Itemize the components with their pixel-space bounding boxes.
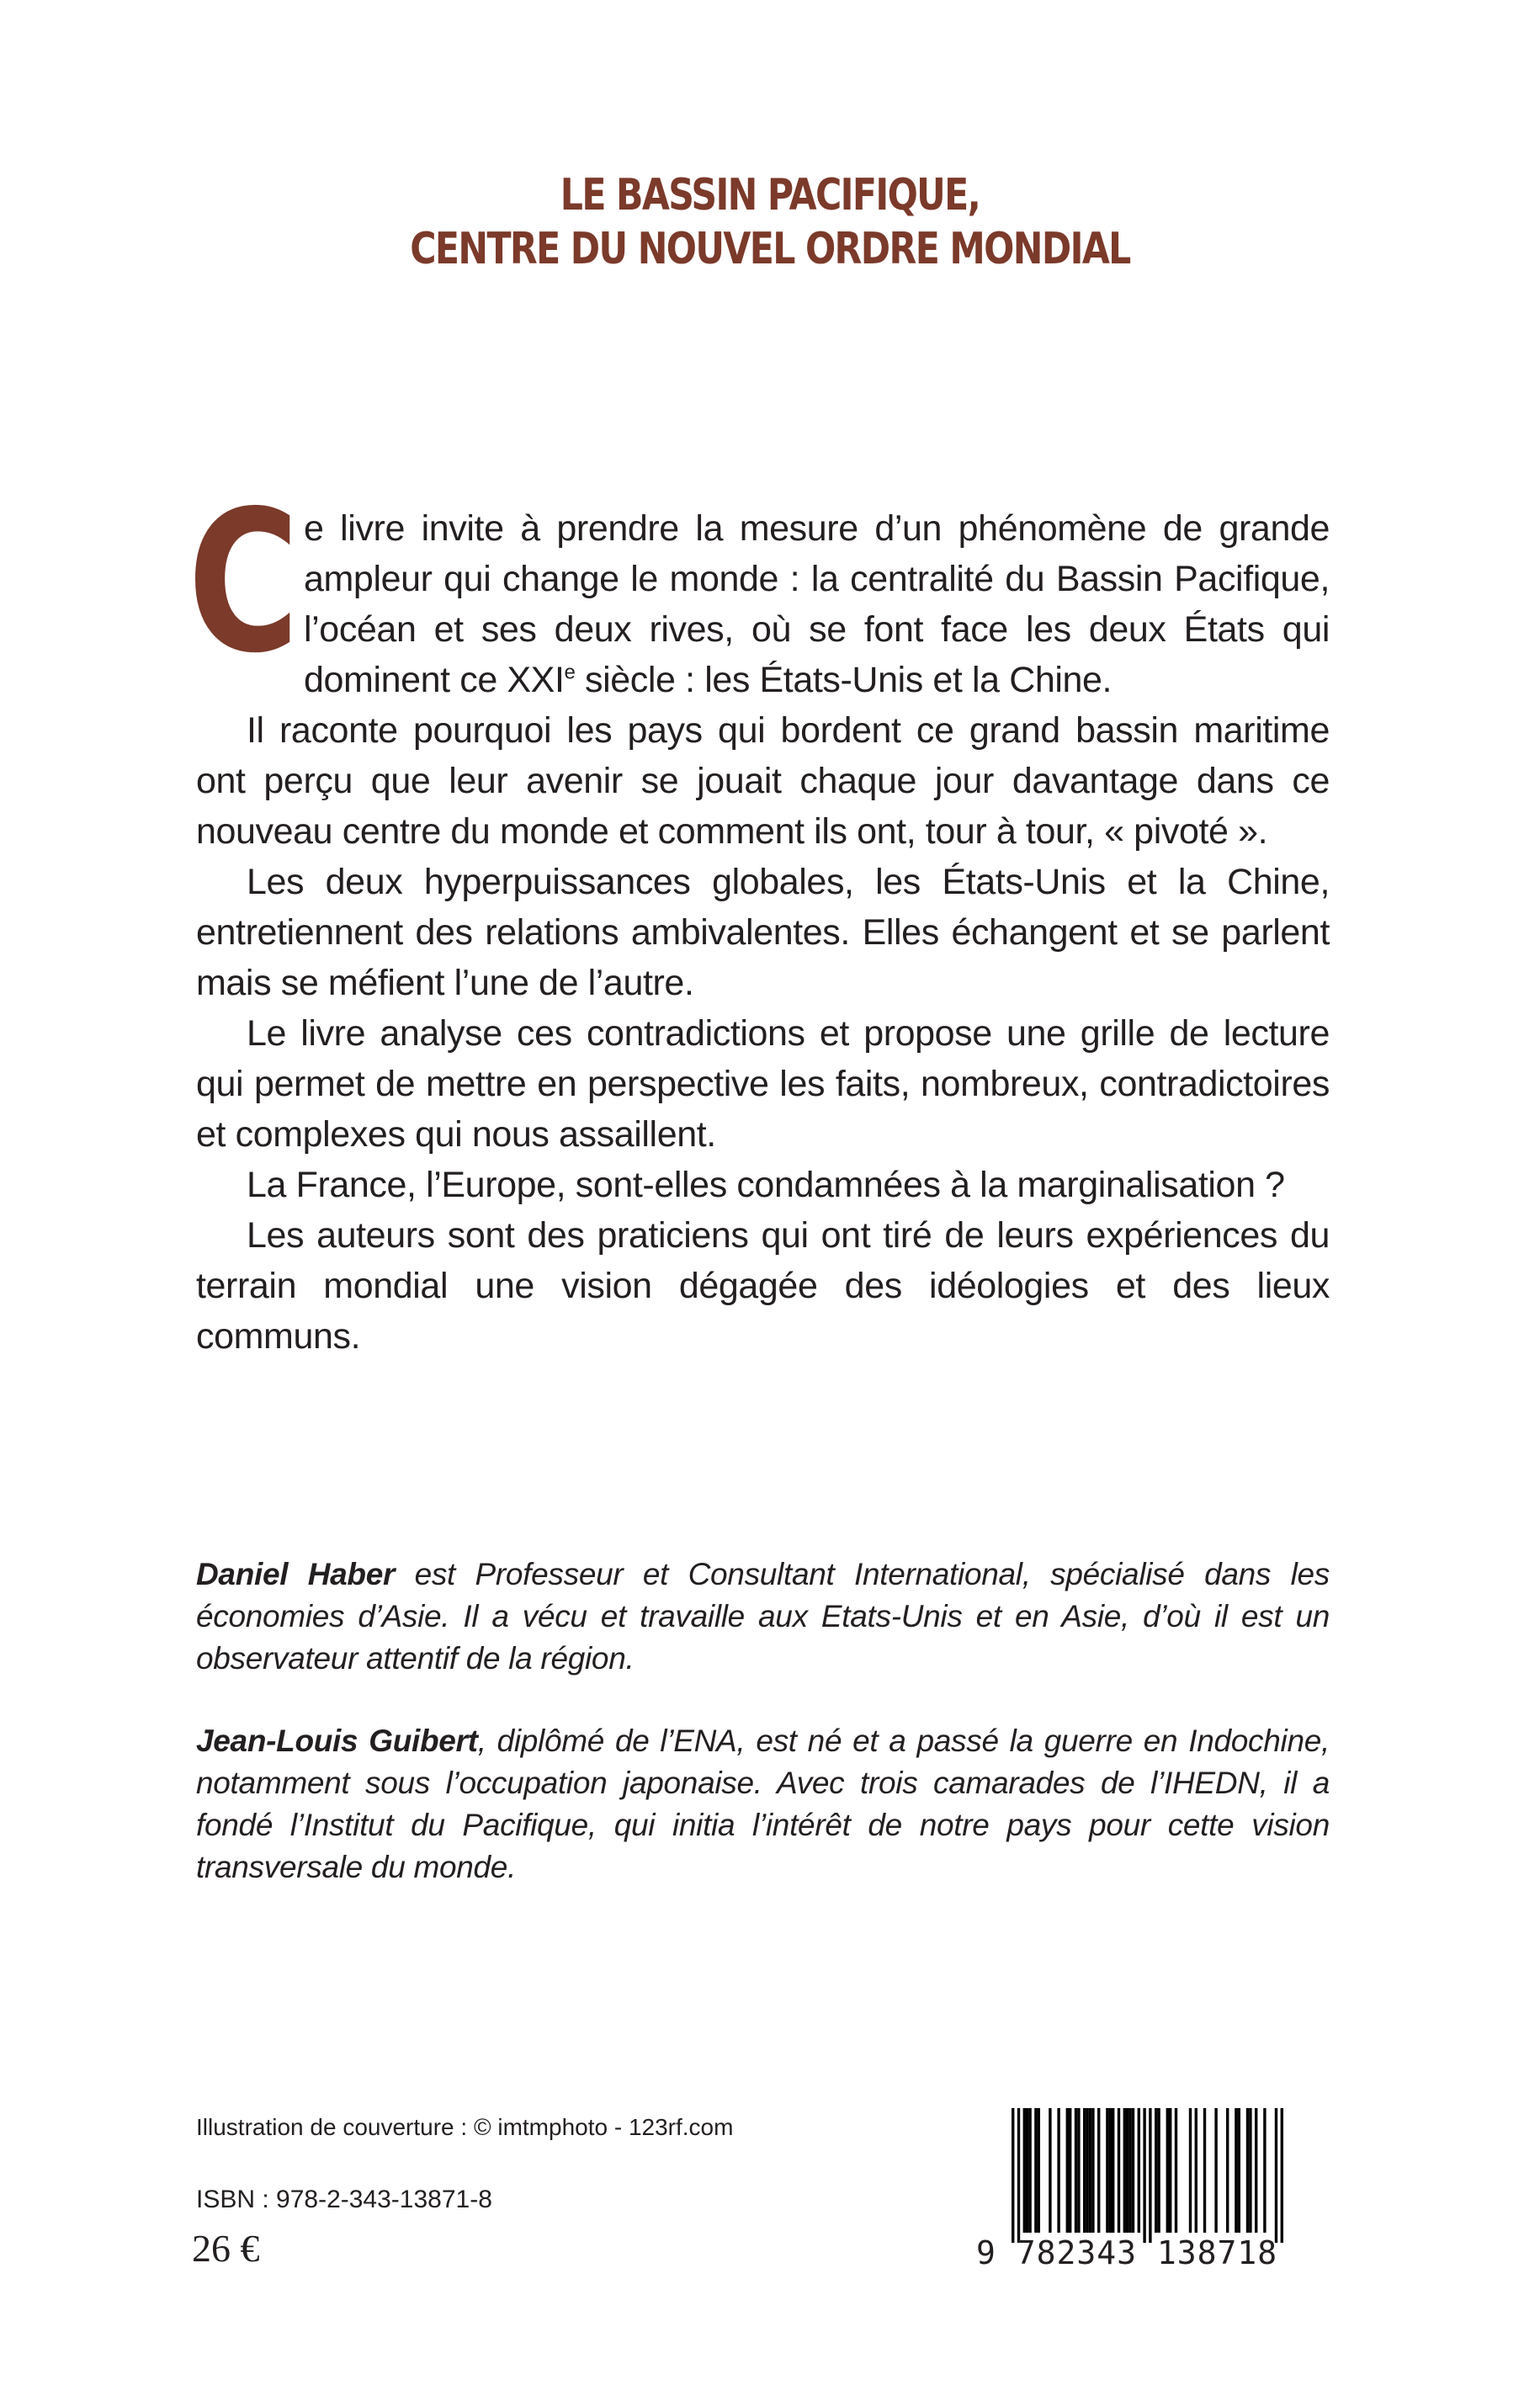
barcode-bar xyxy=(1069,2108,1071,2233)
barcode-bar xyxy=(1157,2108,1160,2233)
barcode-bar xyxy=(1149,2108,1151,2243)
barcode-bar xyxy=(1126,2108,1128,2233)
barcode-bar xyxy=(1281,2108,1283,2243)
barcode-bar xyxy=(1166,2108,1169,2233)
cover-illustration-credit: Illustration de couverture : © imtmphoto - 123rf.com xyxy=(196,2114,734,2140)
barcode-bar xyxy=(1038,2108,1040,2233)
barcode-bar xyxy=(1132,2108,1134,2233)
barcode-bar xyxy=(1086,2108,1088,2233)
author-bio-text: est Professeur et Consultant International, spécialisé dans les économies d’Asie. Il a vécu et travaille aux Etats-Unis et en Asie, d’où il est un observateur attentif de la région. xyxy=(196,1557,1330,1676)
barcode-bar xyxy=(1195,2108,1197,2233)
summary-paragraph-1 xyxy=(188,469,1330,705)
cover-title xyxy=(139,168,1402,276)
barcode-bar xyxy=(1235,2108,1237,2233)
barcode-bar xyxy=(1091,2108,1094,2233)
barcode-bar xyxy=(1169,2108,1171,2233)
barcode-bar xyxy=(1066,2108,1069,2233)
barcode-digits: 9 782343 138718 xyxy=(976,2234,1278,2271)
barcode-bar xyxy=(1189,2108,1192,2233)
p1-superscript: e xyxy=(564,661,576,684)
barcode-bar xyxy=(1128,2108,1131,2233)
barcode-bar xyxy=(1028,2108,1031,2233)
barcode-bar xyxy=(1017,2108,1020,2243)
author-bio-text: , diplômé de l’ENA, est né et a passé la guerre en Indochine, notamment sous l’occupation japonaise. Avec trois camarades de l’IHEDN, il a fondé l’Institut du Pacifique, qui initia l’intérêt de notre pays pour cette vision transversale du monde. xyxy=(196,1724,1330,1884)
p1-text-end: siècle : les États-Unis et la Chine. xyxy=(575,660,1113,700)
barcode-bar xyxy=(1275,2108,1277,2243)
title-line-2: CENTRE DU NOUVEL ORDRE MONDIAL xyxy=(410,224,1130,274)
title-line-1: LE BASSIN PACIFIQUE, xyxy=(560,170,980,220)
summary-paragraph-6: Les auteurs sont des praticiens qui ont tiré de leurs expériences du terrain mondial une vision dégagée des idéologies et des lieux communs. xyxy=(196,1215,1330,1357)
barcode xyxy=(976,2108,1294,2276)
barcode-bar xyxy=(1034,2108,1037,2233)
barcode-bar xyxy=(1123,2108,1126,2233)
barcode-bars xyxy=(976,2108,1294,2243)
author-name: Daniel Haber xyxy=(196,1557,396,1591)
barcode-bar xyxy=(1226,2108,1229,2233)
barcode-bar xyxy=(1077,2108,1080,2233)
barcode-bar xyxy=(1109,2108,1112,2233)
barcode-bar xyxy=(1249,2108,1251,2233)
author-bios xyxy=(196,1554,1330,1929)
barcode-bar xyxy=(1263,2108,1266,2233)
barcode-bar xyxy=(1097,2108,1100,2233)
barcode-bar xyxy=(1238,2108,1240,2233)
summary-paragraph-3: Les deux hyperpuissances globales, les États-Unis et la Chine, entretiennent des relations ambivalentes. Elles échangent et se parlent mais se méfient l’une de l’autre. xyxy=(196,862,1330,1003)
barcode-bar xyxy=(1057,2108,1059,2233)
barcode-bar xyxy=(1023,2108,1026,2233)
author-bio xyxy=(196,1720,1330,1888)
barcode-bar xyxy=(1203,2108,1206,2233)
author-bio xyxy=(196,1554,1330,1680)
summary-text xyxy=(188,469,1330,1362)
barcode-bar xyxy=(1075,2108,1077,2233)
barcode-bar xyxy=(1026,2108,1028,2233)
summary-paragraph-5: La France, l’Europe, sont-elles condamnées à la marginalisation ? xyxy=(247,1165,1285,1205)
barcode-bar xyxy=(1118,2108,1120,2233)
barcode-bar xyxy=(1255,2108,1257,2233)
summary-paragraph-4: Le livre analyse ces contradictions et propose une grille de lecture qui permet de mettre en perspective les faits, nombreux, contradictoires et complexes qui nous assaillent. xyxy=(196,1013,1330,1155)
summary-paragraph-2: Il raconte pourquoi les pays qui bordent ce grand bassin maritime ont perçu que leur avenir se jouait chaque jour davantage dans ce nouveau centre du monde et comment ils ont, tour à tour, « pivoté ». xyxy=(196,710,1330,852)
barcode-bar xyxy=(1246,2108,1249,2233)
barcode-bar xyxy=(1012,2108,1014,2243)
price: 26 € xyxy=(192,2227,260,2270)
barcode-bar xyxy=(1112,2108,1114,2233)
barcode-bar xyxy=(1049,2108,1051,2233)
barcode-bar xyxy=(1214,2108,1217,2233)
author-name: Jean-Louis Guibert xyxy=(196,1724,478,1758)
barcode-bar xyxy=(1083,2108,1086,2233)
barcode-bar xyxy=(1089,2108,1091,2233)
barcode-bar xyxy=(1106,2108,1108,2233)
barcode-bar xyxy=(1175,2108,1177,2233)
drop-cap: C xyxy=(188,469,300,696)
barcode-bar xyxy=(1143,2108,1145,2243)
isbn: ISBN : 978-2-343-13871-8 xyxy=(196,2186,492,2213)
barcode-bar xyxy=(1138,2108,1140,2233)
p1-text: e livre invite à prendre la mesure d’un phénomène de grande ampleur qui change le monde : la centralité du Bassin Pacifique, l’océan et ses deux rives, où se font face les deux États qui dominent ce XXI xyxy=(304,508,1330,700)
barcode-bar xyxy=(1155,2108,1157,2233)
